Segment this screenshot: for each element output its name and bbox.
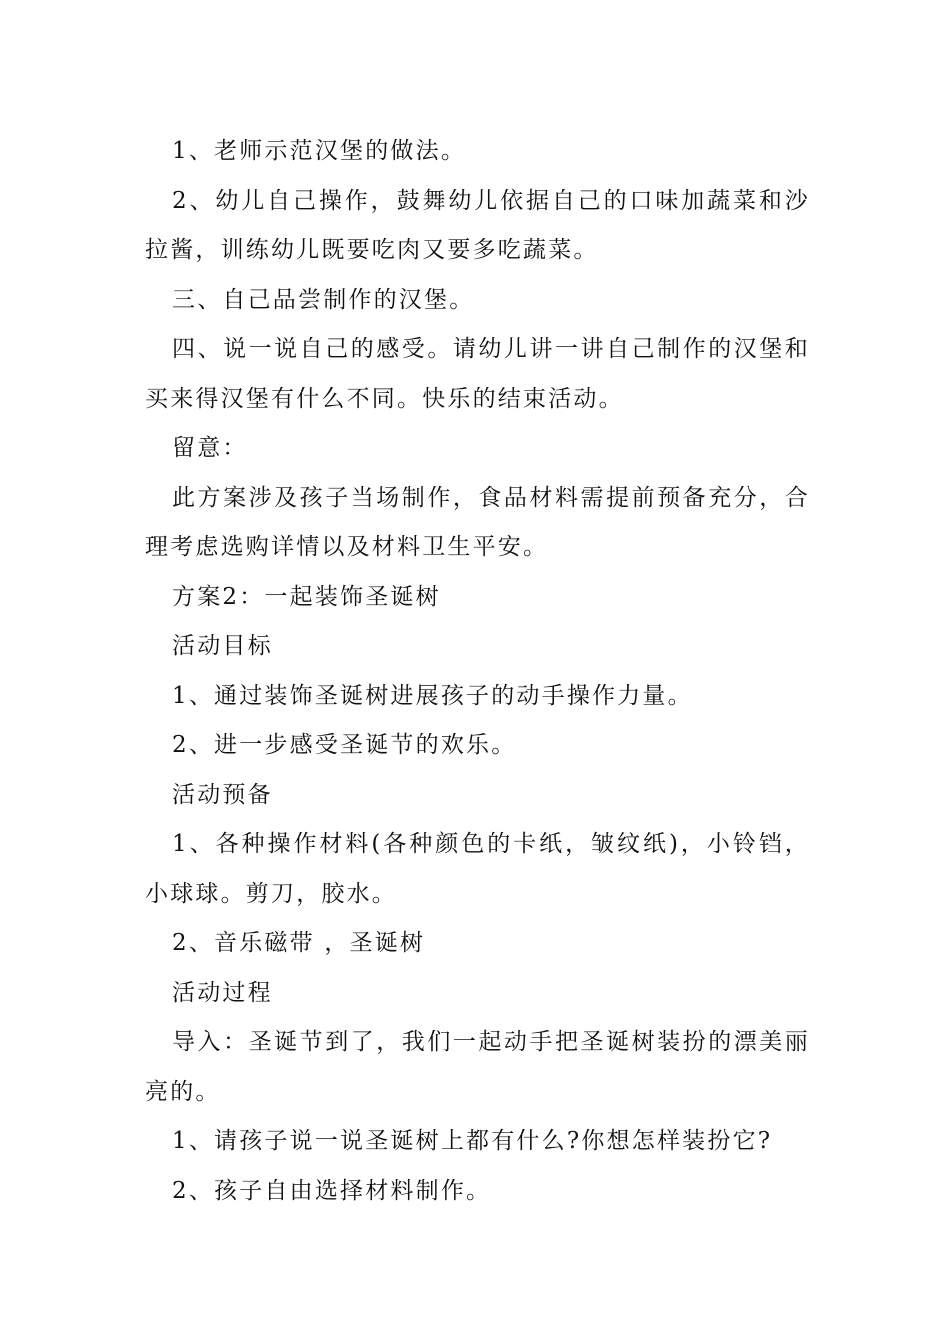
paragraph-note-heading: 留意： (172, 435, 248, 461)
paragraph-process-1: 1、请孩子说一说圣诞树上都有什么?你想怎样装扮它? (172, 1128, 773, 1154)
paragraph-process-2: 2、孩子自由选择材料制作。 (172, 1177, 492, 1204)
paragraph-process-heading: 活动过程 (172, 979, 273, 1006)
paragraph-taste: 三、自己品尝制作的汉堡。 (172, 286, 475, 313)
document-body (145, 127, 810, 1216)
paragraph-goal-2: 2、进一步感受圣诞节的欢乐。 (172, 732, 517, 758)
paragraph-child-operation: 2、幼儿自己操作，鼓舞幼儿依据自己的口味加蔬菜和沙拉酱，训练幼儿既要吃肉又要多吃蔬菜。 (145, 187, 810, 263)
paragraph-prep-heading: 活动预备 (172, 781, 273, 808)
paragraph-goals-heading: 活动目标 (172, 633, 273, 659)
paragraph-demo-step: 1、老师示范汉堡的做法。 (172, 138, 467, 164)
paragraph-intro: 导入：圣诞节到了，我们一起动手把圣诞树装扮的漂美丽亮的。 (145, 1029, 810, 1105)
paragraph-goal-1: 1、通过装饰圣诞树进展孩子的动手操作力量。 (172, 682, 693, 709)
paragraph-note-body: 此方案涉及孩子当场制作，食品材料需提前预备充分，合理考虑选购详情以及材料卫生平安。 (145, 484, 810, 560)
paragraph-plan2-title: 方案2：一起装饰圣诞树 (172, 583, 441, 610)
paragraph-share-feelings: 四、说一说自己的感受。请幼儿讲一讲自己制作的汉堡和买来得汉堡有什么不同。快乐的结束活动。 (145, 336, 810, 412)
paragraph-prep-1: 1、各种操作材料(各种颜色的卡纸，皱纹纸)，小铃铛，小球球。剪刀，胶水。 (145, 831, 810, 907)
paragraph-prep-2: 2、音乐磁带 ，圣诞树 (172, 930, 426, 956)
